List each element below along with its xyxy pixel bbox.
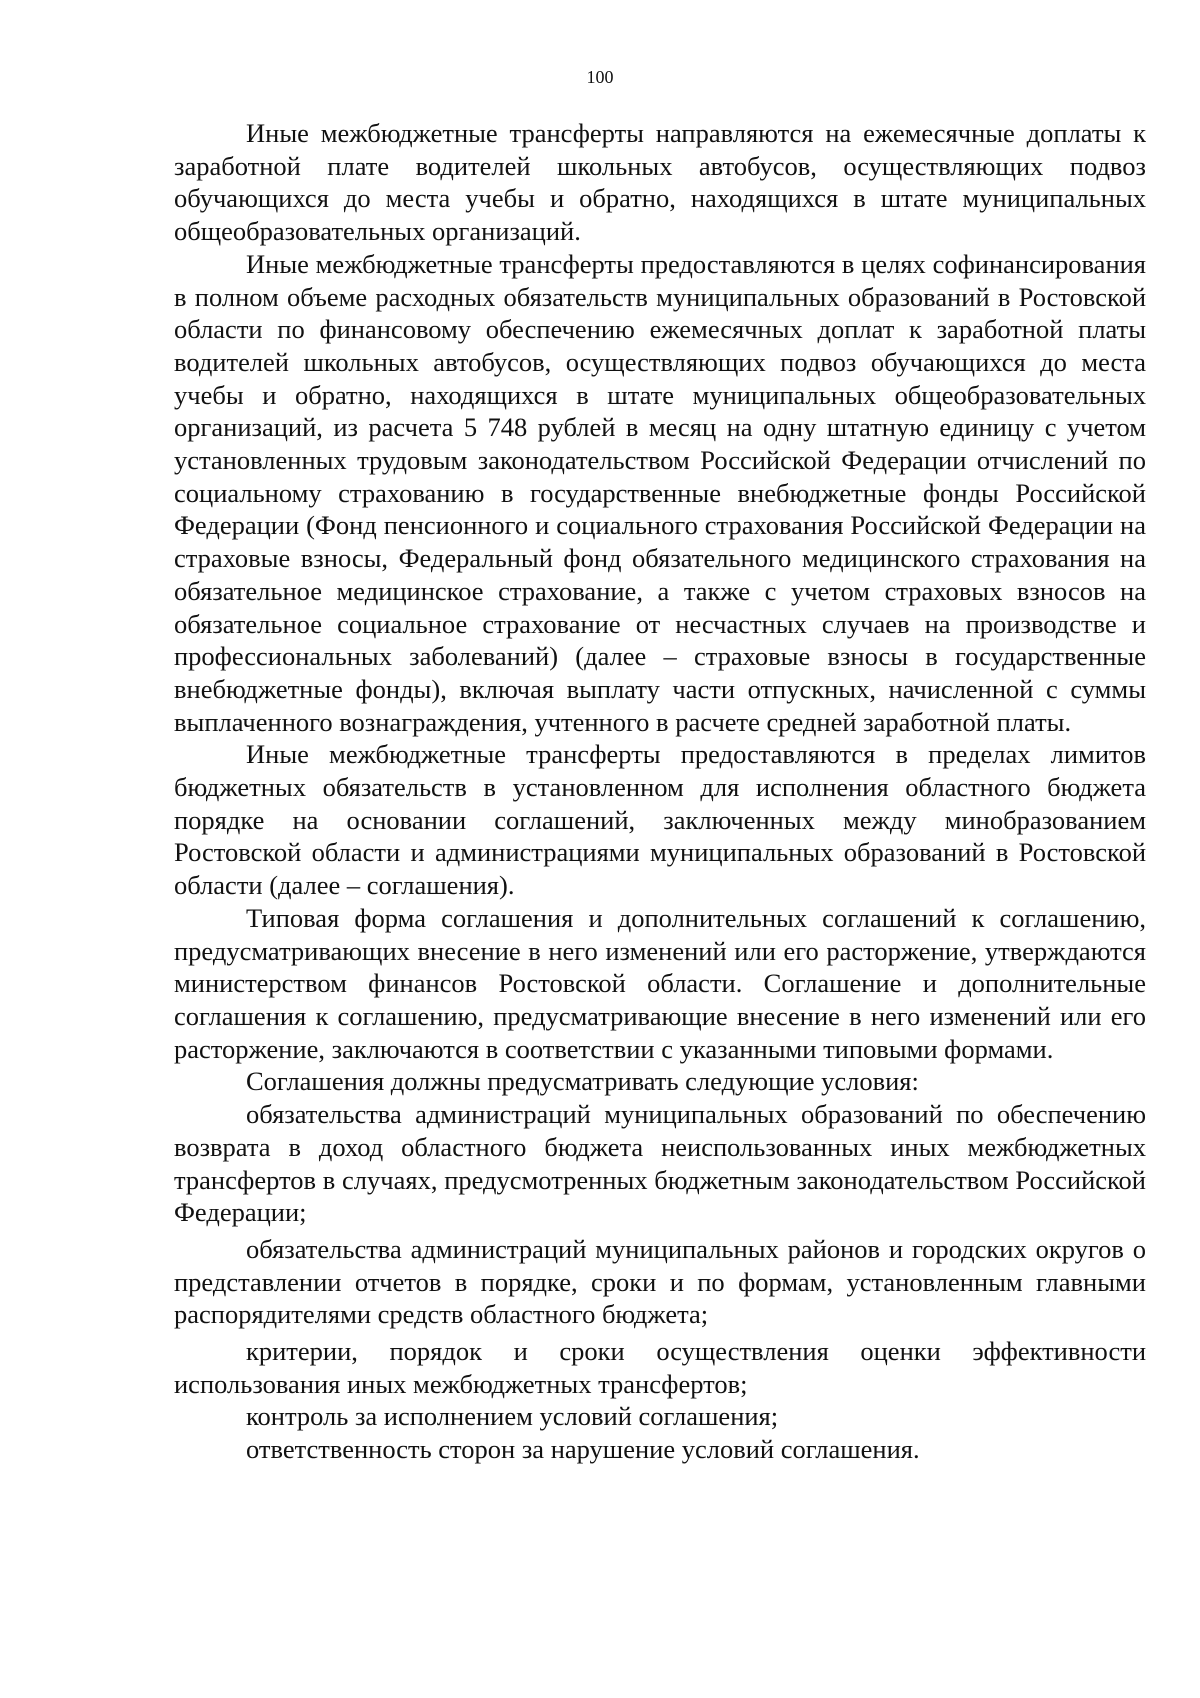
paragraph-budget-limits: Иные межбюджетные трансферты предоставляются в пределах лимитов бюджетных обязательств в установленном для исполнения областного бюджета порядке на основании соглашений, заключенных между минобразованием Ростовской области и администрациями муниципальных образований в Ростовской области (далее – соглашения). bbox=[174, 739, 1146, 901]
paragraph-cofinancing: Иные межбюджетные трансферты предоставляются в целях софинансирования в полном объеме расходных обязательств муниципальных образований в Ростовской области по финансовому обеспечению ежемесячных доплат к заработной платы водителей школьных автобусов, осуществляющих подвоз обучающихся до места учебы и обратно, находящихся в штате муниципальных общеобразовательных организаций, из расчета 5 748 рублей в месяц на одну штатную единицу с учетом установленных трудовым законодательством Российской Федерации отчислений по социальному страхованию в государственные внебюджетные фонды Российской Федерации (Фонд пенсионного и социального страхования Российской Федерации на страховые взносы, Федеральный фонд обязательного медицинского страхования на обязательное медицинское страхование, а также с учетом страховых взносов на обязательное социальное страхование от несчастных случаев на производстве и профессиональных заболеваний) (далее – страховые взносы в государственные внебюджетные фонды), включая выплату части отпускных, начисленной с суммы выплаченного вознаграждения, учтенного в расчете средней заработной платы. bbox=[174, 248, 1146, 737]
paragraph-agreement-form: Типовая форма соглашения и дополнительных соглашений к соглашению, предусматривающих внесение в него изменений или его расторжение, утверждаются министерством финансов Ростовской области. Соглашение и дополнительные соглашения к соглашению, предусматривающие внесение в него изменений или его расторжение, заключаются в соответствии с указанными типовыми формами. bbox=[174, 902, 1146, 1064]
paragraph-reporting-obligations: обязательства администраций муниципальных районов и городских округов о представлении отчетов в порядке, сроки и по формам, установленным главными распорядителями средств областного бюджета; bbox=[174, 1233, 1146, 1330]
page-number: 100 bbox=[586, 67, 614, 87]
paragraph-efficiency-criteria: критерии, порядок и сроки осуществления оценки эффективности использования иных межбюджетных трансфертов; bbox=[174, 1336, 1146, 1399]
document-body bbox=[174, 117, 1146, 1466]
paragraph-return-obligations: обязательства администраций муниципальных образований по обеспечению возврата в доход областного бюджета неиспользованных иных межбюджетных трансфертов в случаях, предусмотренных бюджетным законодательством Российской Федерации; bbox=[174, 1099, 1146, 1228]
paragraph-control: контроль за исполнением условий соглашения; bbox=[246, 1401, 779, 1432]
paragraph-responsibility: ответственность сторон за нарушение условий соглашения. bbox=[246, 1434, 920, 1465]
paragraph-transfers-purpose: Иные межбюджетные трансферты направляются на ежемесячные доплаты к заработной плате водителей школьных автобусов, осуществляющих подвоз обучающихся до места учебы и обратно, находящихся в штате муниципальных общеобразовательных организаций. bbox=[174, 118, 1146, 247]
paragraph-agreement-conditions: Соглашения должны предусматривать следующие условия: bbox=[246, 1066, 919, 1097]
